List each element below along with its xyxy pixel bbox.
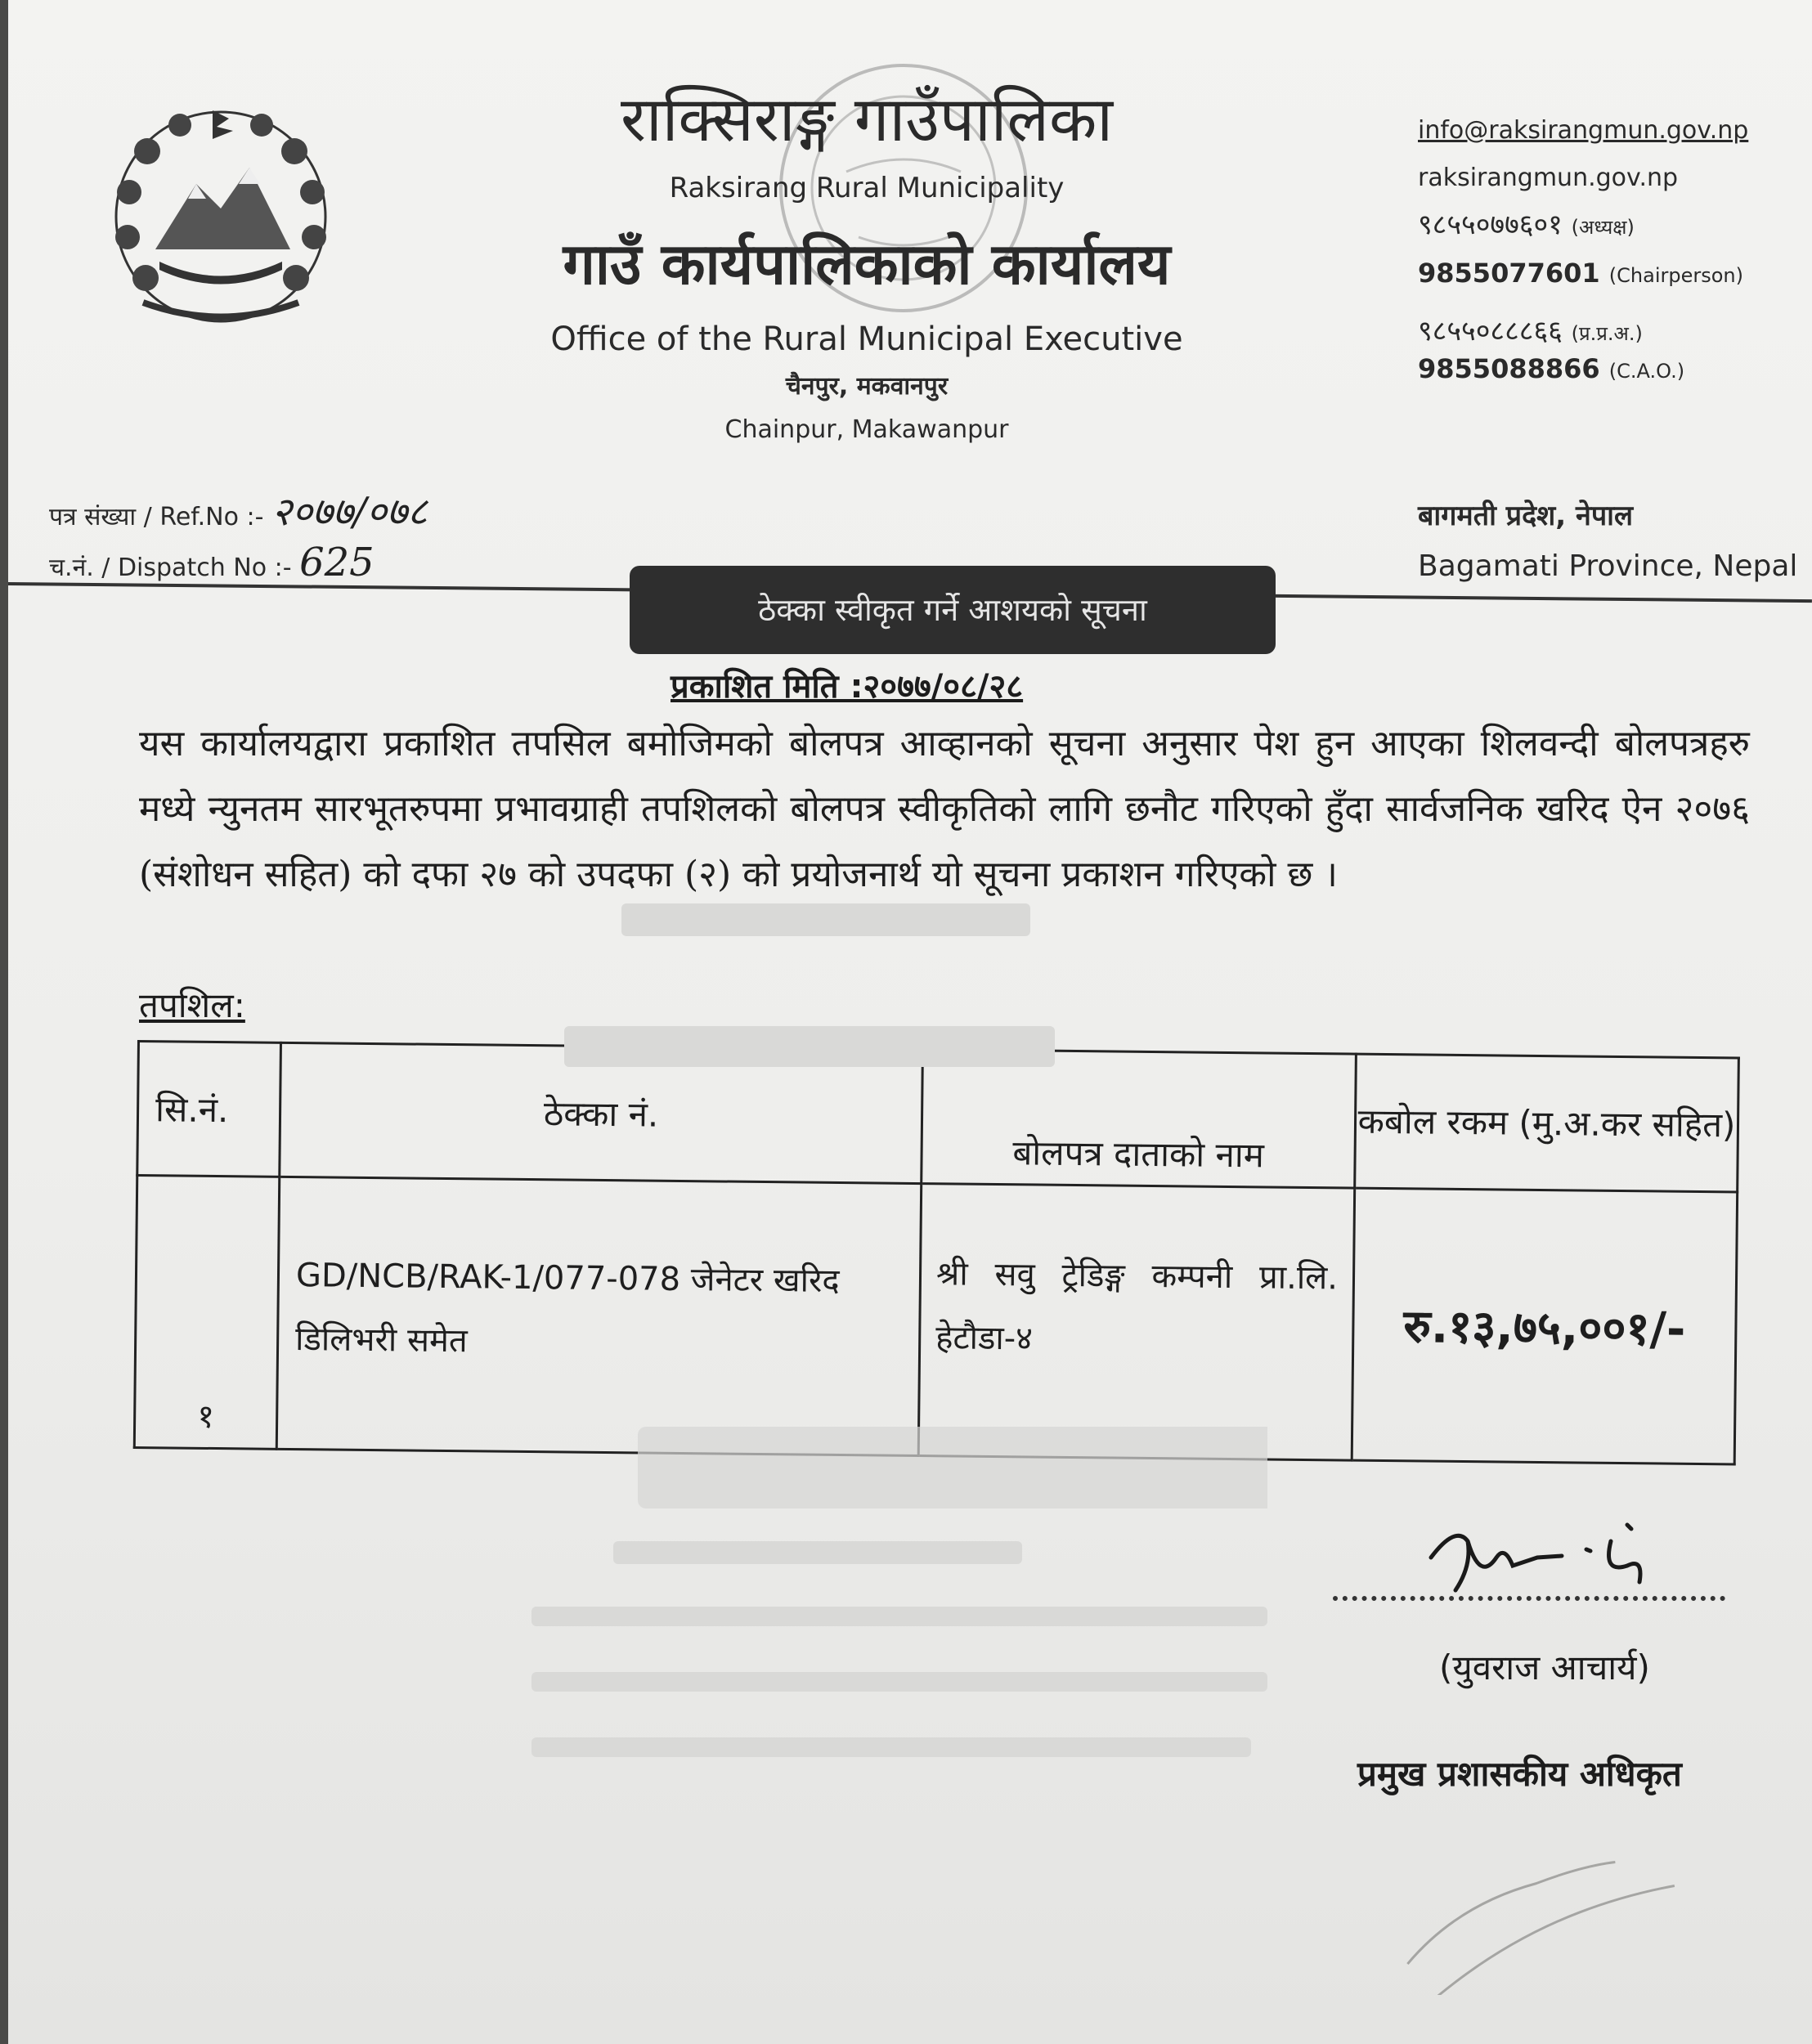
municipality-title-np: राक्सिराङ्ग गाउँपालिका	[620, 83, 1114, 155]
province-en: Bagamati Province, Nepal	[1418, 549, 1798, 583]
office-title-en: Office of the Rural Municipal Executive	[550, 320, 1183, 358]
header-amount: कबोल रकम (मु.अ.कर सहित)	[1355, 1054, 1739, 1192]
header-contract-no: ठेक्का नं.	[280, 1042, 923, 1183]
details-label: तपशिल:	[139, 985, 245, 1025]
bleed-through-marks	[531, 887, 1267, 1803]
cao-phone-np	[1418, 311, 1643, 348]
ref-value: २०७७/०७८	[271, 489, 428, 535]
phone-role: (C.A.O.)	[1608, 360, 1685, 383]
cell-contract: GD/NCB/RAK-1/077-078 जेनेटर खरिद डिलिभरी समेत	[276, 1177, 921, 1455]
signature-icon	[1423, 1508, 1734, 1607]
notice-document	[8, 0, 1812, 2044]
cell-bidder: श्री सवु ट्रेडिङ्ग कम्पनी प्रा.लि. हेटौडा-४	[918, 1184, 1354, 1461]
phone-number: ९८५५०७७६०१	[1418, 208, 1563, 241]
municipality-title-en: Raksirang Rural Municipality	[669, 172, 1065, 204]
phone-role: (प्र.प्र.अ.)	[1571, 322, 1643, 345]
contact-email: info@raksirangmun.gov.np	[1418, 116, 1749, 145]
notice-body: यस कार्यालयद्वारा प्रकाशित तपसिल बमोजिमको बोलपत्र आव्हानको सूचना अनुसार पेश हुन आएका शिलवन्दी बोलपत्रहरु मध्ये न्युनतम सारभूतरुपमा प्रभावग्राही तपशिलको बोलपत्र स्वीकृतिको लागि छनौट गरिएको हुँदा सार्वजनिक खरिद ऐन २०७६ (संशोधन सहित) को दफा २७ को उपदफा (२) को प्रयोजनार्थ यो सूचना प्रकाशन गरिएको छ ।	[139, 723, 1750, 895]
phone-role: (अध्यक्ष)	[1571, 216, 1635, 239]
cao-phone-en	[1418, 353, 1684, 384]
header-serial: सि.नं.	[137, 1042, 281, 1177]
name-stamp	[1366, 1831, 1709, 1995]
cell-amount: रु.१३,७५,००१/-	[1352, 1188, 1737, 1464]
chairperson-phone-np	[1418, 204, 1635, 242]
province-np: बागमती प्रदेश, नेपाल	[1418, 500, 1634, 532]
phone-number: ९८५५०८८८६६	[1418, 315, 1563, 347]
dispatch-value: 625	[299, 540, 375, 585]
contact-website: raksirangmun.gov.np	[1418, 164, 1679, 192]
reference-number	[49, 484, 428, 537]
signer-designation: प्रमुख प्रशासकीय अधिकृत	[1357, 1754, 1682, 1794]
cell-serial: १	[134, 1176, 279, 1450]
header-bidder: बोलपत्र दाताको नाम	[922, 1050, 1357, 1189]
published-date: प्रकाशित मिति :२०७७/०८/२८	[671, 668, 1024, 706]
phone-number: 9855077601	[1418, 258, 1600, 289]
office-title-np: गाउँ कार्यपालिकाको कार्यालय	[563, 230, 1171, 298]
signature-line	[1333, 1596, 1725, 1601]
signer-name: (युवराज आचार्य)	[1439, 1647, 1650, 1688]
dispatch-number	[49, 540, 375, 585]
nepal-emblem-icon	[98, 94, 343, 339]
address-np: चैनपुर, मकवानपुर	[785, 372, 949, 401]
phone-number: 9855088866	[1418, 353, 1600, 384]
phone-role: (Chairperson)	[1608, 264, 1743, 287]
dispatch-label: च.नं. / Dispatch No :-	[49, 554, 292, 582]
notice-banner: ठेक्का स्वीकृत गर्ने आशयको सूचना	[630, 566, 1276, 654]
ref-label: पत्र संख्या / Ref.No :-	[49, 503, 264, 531]
address-en: Chainpur, Makawanpur	[724, 415, 1009, 444]
chairperson-phone-en	[1418, 258, 1743, 289]
